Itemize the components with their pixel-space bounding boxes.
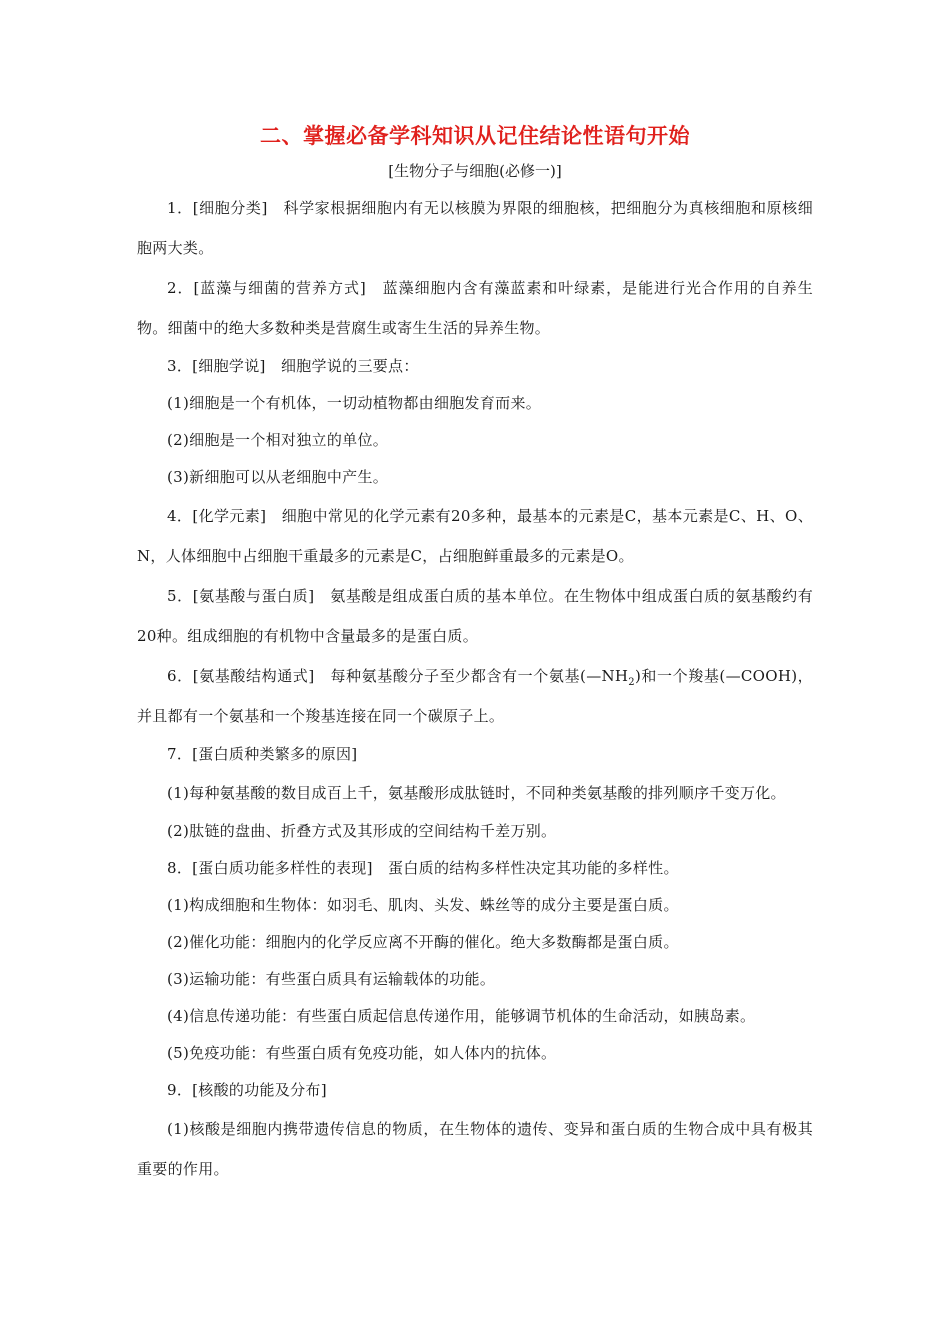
paragraph-chemical-elements: 4．[化学元素] 细胞中常见的化学元素有20多种，最基本的元素是C，基本元素是C、H、O、N，人体细胞中占细胞干重最多的元素是C，占细胞鲜重最多的元素是O。 <box>137 507 813 565</box>
paragraph-nutrition-mode: 2．[蓝藻与细菌的营养方式] 蓝藻细胞内含有藻蓝素和叶绿素，是能进行光合作用的自养生物。细菌中的绝大多数种类是营腐生或寄生生活的异养生物。 <box>137 279 813 337</box>
paragraph-cell-theory: 3．[细胞学说] 细胞学说的三要点： <box>167 357 419 375</box>
paragraph-nucleic-acid: 9．[核酸的功能及分布] <box>167 1081 327 1099</box>
paragraph-amino-acid-protein: 5．[氨基酸与蛋白质] 氨基酸是组成蛋白质的基本单位。在生物体中组成蛋白质的氨基酸约有20种。组成细胞的有机物中含量最多的是蛋白质。 <box>137 587 813 645</box>
paragraph-nucleic-acid-1: (1)核酸是细胞内携带遗传信息的物质，在生物体的遗传、变异和蛋白质的生物合成中具有极其重要的作用。 <box>137 1120 813 1178</box>
paragraph-cell-classification: 1．[细胞分类] 科学家根据细胞内有无以核膜为界限的细胞核，把细胞分为真核细胞和原核细胞两大类。 <box>137 199 813 257</box>
section-subtitle: [生物分子与细胞(必修一)] <box>388 162 562 180</box>
section-title: 二、掌握必备学科知识从记住结论性语句开始 <box>260 123 690 148</box>
paragraph-amino-acid-structure <box>137 656 813 736</box>
paragraph-cell-theory-3: (3)新细胞可以从老细胞中产生。 <box>167 468 389 486</box>
structure-text-post: )和一个羧基(—COOH)，并且都有一个氨基和一个羧基连接在同一个碳原子上。 <box>137 667 813 725</box>
paragraph-protein-diversity-1: (1)每种氨基酸的数目成百上千，氨基酸形成肽链时，不同种类氨基酸的排列顺序千变万化。 <box>167 784 786 802</box>
paragraph-cell-theory-2: (2)细胞是一个相对独立的单位。 <box>167 431 389 449</box>
paragraph-protein-function: 8．[蛋白质功能多样性的表现] 蛋白质的结构多样性决定其功能的多样性。 <box>167 859 679 877</box>
structure-text-pre: 6．[氨基酸结构通式] 每种氨基酸分子至少都含有一个氨基(—NH <box>167 667 629 685</box>
paragraph-protein-function-1: (1)构成细胞和生物体：如羽毛、肌肉、头发、蛛丝等的成分主要是蛋白质。 <box>167 896 679 914</box>
paragraph-protein-function-5: (5)免疫功能：有些蛋白质有免疫功能，如人体内的抗体。 <box>167 1044 557 1062</box>
structure-subscript: 2 <box>628 677 635 688</box>
document-page <box>137 118 813 1189</box>
paragraph-cell-theory-1: (1)细胞是一个有机体，一切动植物都由细胞发育而来。 <box>167 394 542 412</box>
paragraph-protein-function-2: (2)催化功能：细胞内的化学反应离不开酶的催化。绝大多数酶都是蛋白质。 <box>167 933 679 951</box>
paragraph-protein-function-3: (3)运输功能：有些蛋白质具有运输载体的功能。 <box>167 970 496 988</box>
paragraph-protein-diversity: 7．[蛋白质种类繁多的原因] <box>167 745 358 763</box>
paragraph-protein-diversity-2: (2)肽链的盘曲、折叠方式及其形成的空间结构千差万别。 <box>167 822 557 840</box>
paragraph-protein-function-4: (4)信息传递功能：有些蛋白质起信息传递作用，能够调节机体的生命活动，如胰岛素。 <box>167 1007 756 1025</box>
